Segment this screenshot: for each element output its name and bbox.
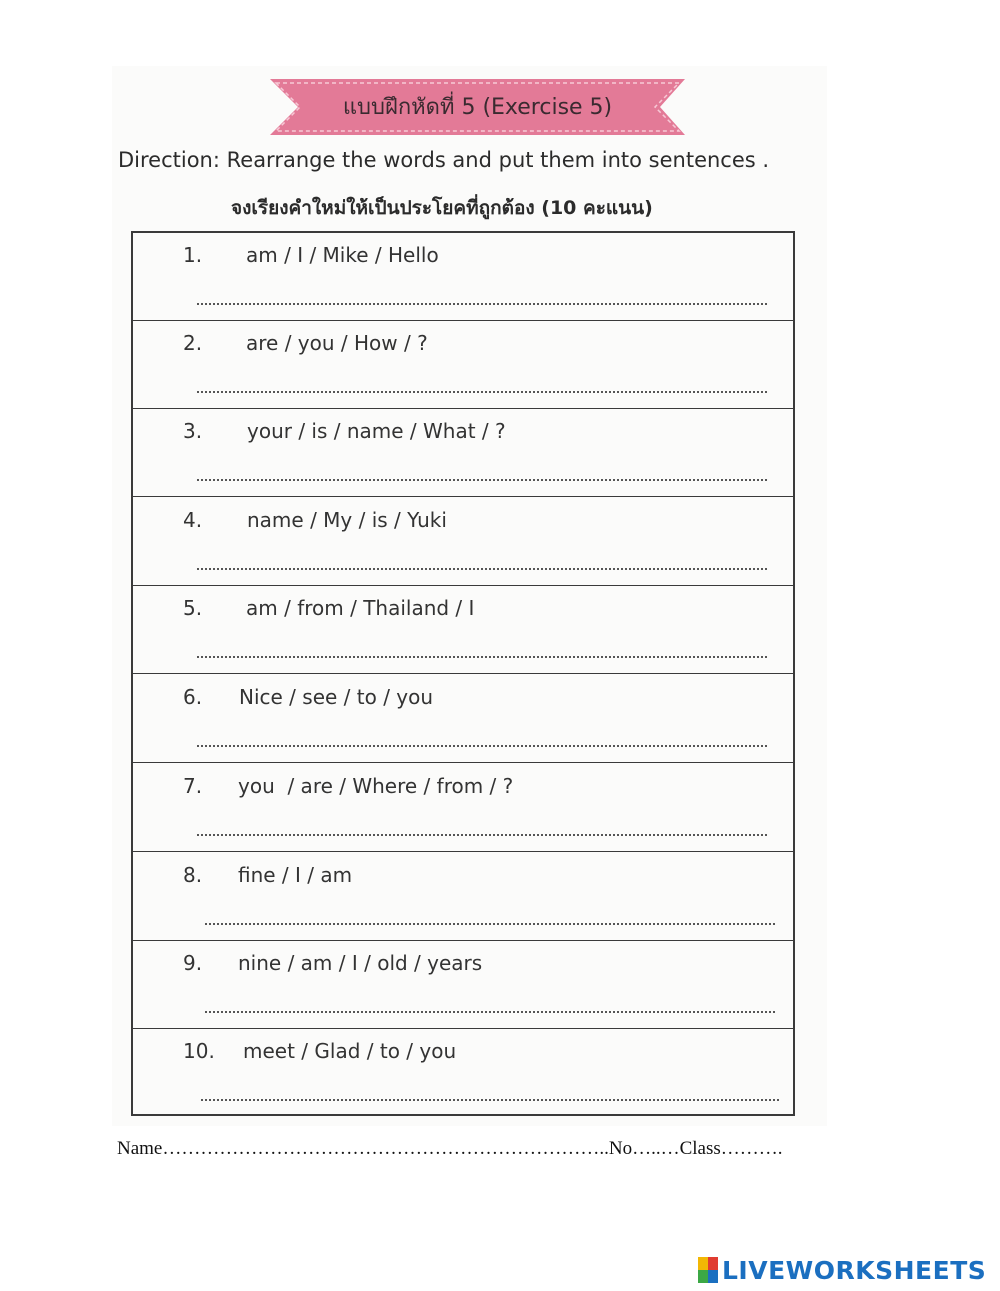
thai-instruction: จงเรียงคำใหม่ให้เป็นประโยคที่ถูกต้อง (10 คะแนน): [231, 197, 653, 219]
item-number: 6.: [183, 685, 203, 709]
answer-line[interactable]: [197, 297, 767, 305]
scrambled-words: am / I / Mike / Hello: [246, 243, 439, 267]
exercise-row: [133, 498, 793, 586]
answer-line[interactable]: [197, 739, 767, 747]
exercise-table: [131, 231, 795, 1116]
answer-line[interactable]: [201, 1093, 779, 1101]
exercise-row: [133, 233, 793, 321]
exercise-row: [133, 1029, 793, 1117]
item-number: 4.: [183, 508, 203, 532]
scrambled-words: meet / Glad / to / you: [243, 1039, 457, 1063]
direction-text: Direction: Rearrange the words and put them into sentences .: [118, 148, 770, 172]
answer-line[interactable]: [197, 473, 767, 481]
answer-line[interactable]: [197, 828, 767, 836]
item-number: 7.: [183, 774, 203, 798]
exercise-title: แบบฝึกหัดที่ 5 (Exercise 5): [342, 95, 613, 120]
answer-line[interactable]: [197, 385, 767, 393]
liveworksheets-logo: [698, 1255, 986, 1285]
exercise-row: [133, 321, 793, 409]
scrambled-words: am / from / Thailand / I: [246, 596, 475, 620]
exercise-row: [133, 586, 793, 674]
answer-line[interactable]: [205, 1005, 775, 1013]
exercise-banner: [270, 77, 685, 137]
exercise-row: [133, 675, 793, 763]
scrambled-words: your / is / name / What / ?: [247, 419, 506, 443]
item-number: 10.: [183, 1039, 215, 1063]
scrambled-words: fine / I / am: [238, 863, 353, 887]
exercise-row: [133, 764, 793, 852]
liveworksheets-logo-icon: [698, 1257, 718, 1283]
student-info-line: Name……………………………………………………………..No…..…Class……….: [117, 1138, 783, 1159]
scrambled-words: Nice / see / to / you: [239, 685, 434, 709]
item-number: 9.: [183, 951, 203, 975]
item-number: 2.: [183, 331, 203, 355]
answer-line[interactable]: [197, 562, 767, 570]
answer-line[interactable]: [197, 650, 767, 658]
exercise-row: [133, 853, 793, 941]
scrambled-words: name / My / is / Yuki: [247, 508, 447, 532]
scrambled-words: you / are / Where / from / ?: [238, 774, 514, 798]
exercise-row: [133, 409, 793, 497]
item-number: 8.: [183, 863, 203, 887]
item-number: 5.: [183, 596, 203, 620]
item-number: 1.: [183, 243, 203, 267]
exercise-row: [133, 941, 793, 1029]
answer-line[interactable]: [205, 917, 775, 925]
logo-text: LIVEWORKSHEETS: [722, 1255, 987, 1285]
scrambled-words: nine / am / I / old / years: [238, 951, 483, 975]
scrambled-words: are / you / How / ?: [246, 331, 428, 355]
item-number: 3.: [183, 419, 203, 443]
